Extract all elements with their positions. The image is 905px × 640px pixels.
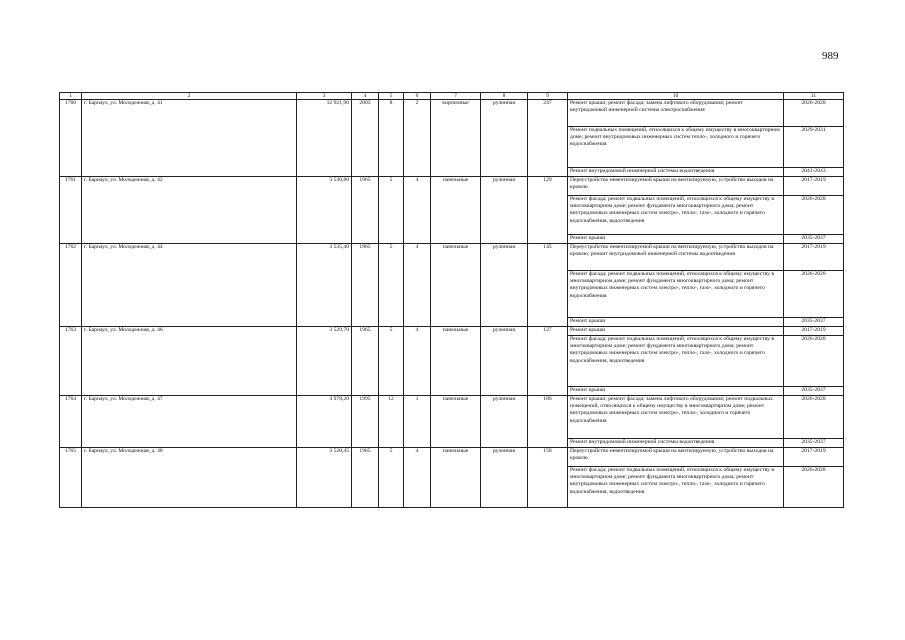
entrances-cell: 4 [404,327,431,396]
work-description: Переустройство невентилируемой крыши на вентилируемую, устройство выходов на кровлю [568,448,784,467]
work-period: 2026-2028 [784,336,844,387]
work-description: Ремонт подвальных помещений, относящихся к общему имуществу в многоквартирном доме; ремонт внутридомовых инженерных систем тепло-, холодного и горячего водоснабжения [568,127,784,168]
work-description: Переустройство невентилируемой крыши на вентилируемую, устройство выходов на кровлю; ремонт внутридомовой инженерной системы водоотведения [568,244,784,271]
address-cell: г. Барнаул, ул. Молодежная, д. 42 [82,177,297,244]
area-cell: 3 520,45 [297,448,352,508]
residents-cell: 247 [528,100,568,177]
work-period: 2026-2028 [784,196,844,235]
column-number-row [60,93,844,100]
row-number: 1764 [60,396,82,448]
work-description: Ремонт крыши [568,235,784,244]
work-period: 2026-2028 [784,467,844,508]
work-description: Ремонт крыши [568,318,784,327]
column-number: 5 [379,93,404,100]
work-description: Ремонт фасада; ремонт подвальных помещений, относящихся к общему имуществу в многоквартирном доме; ремонт фундамента многоквартирного дома; ремонт внутридомовых инженерных систем электро-, тепло-, газо-, холодного и горячего водоснабжения, водоотведения [568,196,784,235]
area-cell: 3 529,70 [297,327,352,396]
column-number: 11 [784,93,844,100]
column-number: 10 [568,93,784,100]
wall-material-cell: панельные [431,448,481,508]
floors-cell: 5 [379,177,404,244]
entrances-cell: 4 [404,244,431,327]
address-cell: г. Барнаул, ул. Молодежная, д. 46 [82,327,297,396]
work-description: Ремонт крыши [568,387,784,396]
area-cell: 3 530,80 [297,177,352,244]
floors-cell: 5 [379,327,404,396]
page-number: 989 [822,50,839,62]
work-period: 2035-2037 [784,387,844,396]
column-number: 6 [404,93,431,100]
entrances-cell: 2 [404,100,431,177]
floors-cell: 12 [379,396,404,448]
work-period: 2017-2019 [784,327,844,336]
year-cell: 1965 [352,244,379,327]
entrances-cell: 4 [404,177,431,244]
roof-type-cell: рулонная [481,327,528,396]
work-description: Ремонт внутридомовой инженерной системы водоотведения [568,168,784,177]
column-number: 9 [528,93,568,100]
residents-cell: 129 [528,177,568,244]
work-period: 2035-2037 [784,318,844,327]
residents-cell: 127 [528,327,568,396]
work-period: 2026-2028 [784,100,844,127]
row-number: 1760 [60,100,82,177]
roof-type-cell: рулонная [481,100,528,177]
work-period: 2035-2037 [784,235,844,244]
area-cell: 4 978,20 [297,396,352,448]
column-number: 3 [297,93,352,100]
entrances-cell: 4 [404,448,431,508]
work-period: 2026-2028 [784,396,844,439]
work-period: 2029-2031 [784,127,844,168]
address-cell: г. Барнаул, ул. Молодежная, д. 47 [82,396,297,448]
year-cell: 1965 [352,327,379,396]
work-description: Ремонт крыши; ремонт фасада; замена лифтового оборудования; ремонт подвальных помещений, относящихся к общему имуществу в многоквартирном доме; ремонт внутридомовых инженерных систем электро-, тепло-, холодного и горячего водоснабжения [568,396,784,439]
work-period: 2017-2019 [784,244,844,271]
address-cell: г. Барнаул, ул. Молодежная, д. 41 [82,100,297,177]
area-cell: 12 921,90 [297,100,352,177]
entrances-cell: 1 [404,396,431,448]
residents-cell: 186 [528,396,568,448]
table-row [60,244,844,271]
table-row [60,396,844,439]
table-row [60,177,844,196]
wall-material-cell: кирпичные [431,100,481,177]
roof-type-cell: рулонная [481,244,528,327]
row-number: 1761 [60,177,82,244]
wall-material-cell: панельные [431,327,481,396]
work-description: Ремонт фасада; ремонт подвальных помещений, относящихся к общему имуществу в многоквартирном доме; ремонт фундамента многоквартирного дома; ремонт внутридомовых инженерных систем электро-, тепло-, газо-, холодного и горячего водоснабжения, водоотведения [568,467,784,508]
area-cell: 3 535,40 [297,244,352,327]
work-period: 2035-2037 [784,439,844,448]
floors-cell: 5 [379,448,404,508]
work-period: 2017-2019 [784,177,844,196]
column-number: 4 [352,93,379,100]
address-cell: г. Барнаул, ул. Молодежная, д. 44 [82,244,297,327]
residents-cell: 145 [528,244,568,327]
work-description: Ремонт внутридомовой инженерной системы водоотведения [568,439,784,448]
year-cell: 1965 [352,177,379,244]
wall-material-cell: панельные [431,396,481,448]
work-description: Ремонт крыши; ремонт фасада; замена лифтового оборудования; ремонт внутридомовой инженерной системы электроснабжения [568,100,784,127]
work-period: 2041-2043 [784,168,844,177]
roof-type-cell: рулонная [481,177,528,244]
floors-cell: 8 [379,100,404,177]
row-number: 1762 [60,244,82,327]
address-cell: г. Барнаул, ул. Молодежная, д. 48 [82,448,297,508]
year-cell: 2003 [352,100,379,177]
residents-cell: 158 [528,448,568,508]
wall-material-cell: панельные [431,177,481,244]
year-cell: 1995 [352,396,379,448]
wall-material-cell: панельные [431,244,481,327]
roof-type-cell: рулонная [481,448,528,508]
work-period: 2026-2028 [784,271,844,318]
table-row [60,100,844,127]
row-number: 1765 [60,448,82,508]
column-number: 2 [82,93,297,100]
capital-repair-table [59,92,844,508]
work-description: Ремонт фасада; ремонт подвальных помещений, относящихся к общему имуществу в многоквартирном доме; ремонт фундамента многоквартирного дома; ремонт внутридомовых инженерных систем электро-, тепло-, газо-, холодного и горячего водоснабжения [568,271,784,318]
column-number: 1 [60,93,82,100]
year-cell: 1965 [352,448,379,508]
table-row [60,327,844,336]
floors-cell: 5 [379,244,404,327]
column-number: 8 [481,93,528,100]
work-description: Ремонт фасада; ремонт подвальных помещений, относящихся к общему имуществу в многоквартирном доме; ремонт фундамента многоквартирного дома; ремонт внутридомовых инженерных систем электро-, тепло-, газо-, холодного и горячего водоснабжения, водоотведения [568,336,784,387]
row-number: 1763 [60,327,82,396]
work-period: 2017-2019 [784,448,844,467]
roof-type-cell: рулонная [481,396,528,448]
column-number: 7 [431,93,481,100]
work-description: Ремонт крыши [568,327,784,336]
table-row [60,448,844,467]
work-description: Переустройство невентилируемой крыши на вентилируемую, устройство выходов на кровлю [568,177,784,196]
